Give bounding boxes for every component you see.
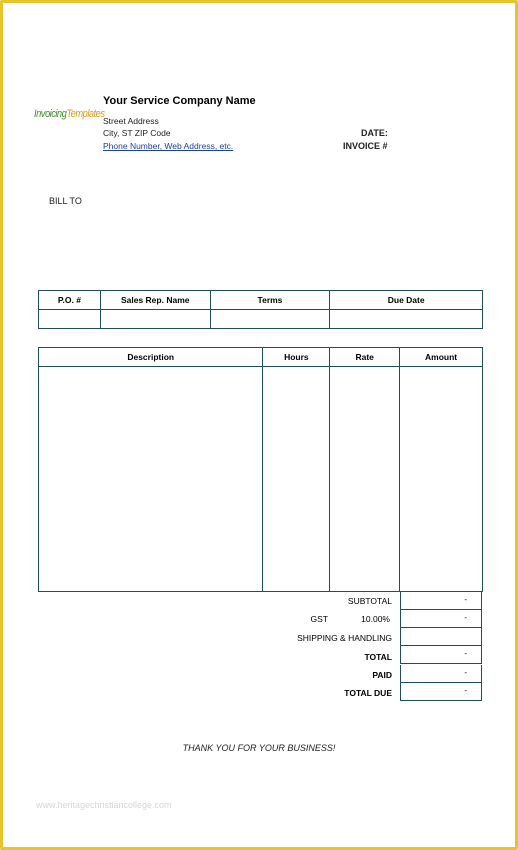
contact-link[interactable]: Phone Number, Web Address, etc. xyxy=(103,141,234,151)
rate-cell[interactable] xyxy=(330,367,400,592)
line-items-header-row xyxy=(39,348,483,367)
po-cell[interactable] xyxy=(39,310,101,329)
hours-cell[interactable] xyxy=(263,367,330,592)
subtotal-value: - xyxy=(400,592,482,610)
shipping-label: SHIPPING & HANDLING xyxy=(297,633,392,643)
line-items-table xyxy=(38,347,483,592)
total-due-label: TOTAL DUE xyxy=(344,688,392,698)
paid-value[interactable]: - xyxy=(400,665,482,683)
logo-text-part2: Templates xyxy=(66,108,105,120)
terms-cell[interactable] xyxy=(210,310,330,329)
shipping-value[interactable] xyxy=(400,628,482,646)
po-header: P.O. # xyxy=(39,291,101,310)
gst-label: GST xyxy=(310,614,328,624)
description-header: Description xyxy=(39,348,263,367)
street-address: Street Address xyxy=(103,116,159,126)
company-logo xyxy=(34,108,105,134)
line-items-body xyxy=(39,367,483,592)
sales-rep-cell[interactable] xyxy=(100,310,210,329)
hours-header: Hours xyxy=(263,348,330,367)
due-date-cell[interactable] xyxy=(330,310,483,329)
sales-rep-header: Sales Rep. Name xyxy=(100,291,210,310)
description-cell[interactable] xyxy=(39,367,263,592)
gst-value: - xyxy=(400,610,482,628)
gst-rate[interactable]: 10.00% xyxy=(361,614,390,624)
company-name: Your Service Company Name xyxy=(103,95,256,107)
due-date-header: Due Date xyxy=(330,291,483,310)
watermark-text: www.heritagechristiancollege.com xyxy=(36,800,172,810)
total-due-value: - xyxy=(400,683,482,701)
amount-header: Amount xyxy=(400,348,483,367)
order-info-header-row xyxy=(39,291,483,310)
order-info-row xyxy=(39,310,483,329)
amount-cell[interactable] xyxy=(400,367,483,592)
logo-text-part1: Invoicing xyxy=(34,108,67,120)
subtotal-label: SUBTOTAL xyxy=(347,596,392,606)
city-state-zip: City, ST ZIP Code xyxy=(103,128,171,138)
paid-label: PAID xyxy=(372,670,392,680)
total-label: TOTAL xyxy=(364,652,392,662)
invoice-number-label: INVOICE # xyxy=(343,141,388,151)
total-value: - xyxy=(400,646,482,664)
date-label: DATE: xyxy=(361,128,388,138)
thank-you-note: THANK YOU FOR YOUR BUSINESS! xyxy=(182,743,336,753)
rate-header: Rate xyxy=(330,348,400,367)
order-info-table xyxy=(38,290,483,329)
bill-to-label: BILL TO xyxy=(49,196,82,206)
terms-header: Terms xyxy=(210,291,330,310)
